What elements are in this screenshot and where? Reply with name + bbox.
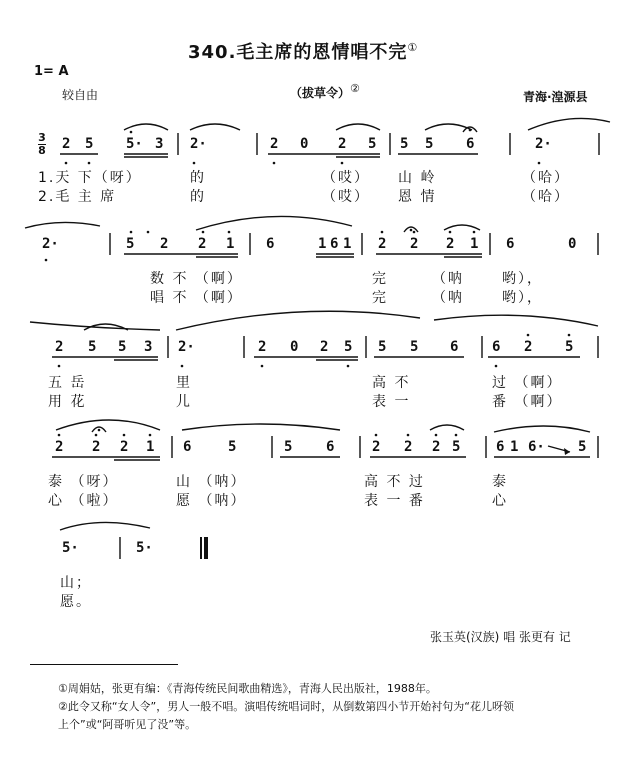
note: 2· <box>42 236 59 252</box>
lyric-line: 表 一 <box>372 394 411 410</box>
performer-credit: 张玉英(汉族) 唱 张更有 记 <box>430 630 571 644</box>
lyric-line: 五 岳 <box>48 375 87 391</box>
note: 5· <box>136 540 153 556</box>
note: 2 <box>198 236 207 252</box>
note: 2 <box>120 439 129 455</box>
note: 0 <box>290 339 299 355</box>
lyric-line: 儿 <box>176 394 192 410</box>
title-footnote-mark: ① <box>407 41 419 54</box>
note: 5 <box>344 339 353 355</box>
slur <box>528 118 610 130</box>
note: 5 <box>425 136 434 152</box>
subtitle-text: （拔草令） <box>290 86 351 100</box>
note: 2 <box>160 236 169 252</box>
fermata-dot <box>410 229 413 232</box>
note: 0 <box>300 136 309 152</box>
note: 2 <box>410 236 419 252</box>
slur <box>190 124 240 130</box>
glide-arrowhead <box>564 448 570 455</box>
note: 5· <box>126 136 143 152</box>
lyric-line: 山 岭 <box>398 170 437 186</box>
note: 3 <box>155 136 164 152</box>
lyric-line: （哎） <box>322 170 370 186</box>
note: 2 <box>378 236 387 252</box>
note: 2 <box>404 439 413 455</box>
lyric-line: 表 一 番 <box>364 493 425 509</box>
note: 0 <box>568 236 577 252</box>
lyric-line: 高 不 <box>372 375 411 391</box>
slur <box>444 225 480 230</box>
slur <box>60 522 150 530</box>
tempo-marking: 较自由 <box>62 88 99 102</box>
lyric-line: 用 花 <box>48 394 87 410</box>
note: 6 <box>266 236 275 252</box>
lyric-line: 愿。 <box>60 594 92 610</box>
note: 2 <box>62 136 71 152</box>
lyric-line: 恩 情 <box>398 189 437 205</box>
lyric-line: 番 （啊） <box>492 394 563 410</box>
lyric-line: 愿 （呐） <box>176 493 247 509</box>
note: 6 <box>326 439 335 455</box>
lyric-line: 2.毛 主 席 <box>38 189 117 205</box>
note: 1 <box>343 236 352 252</box>
slur <box>430 425 464 430</box>
slur <box>124 124 168 130</box>
lyric-line: （哈） <box>522 189 570 205</box>
slur <box>176 311 420 330</box>
lyric-line: 泰 <box>492 474 508 490</box>
note: 6 <box>466 136 475 152</box>
note: 5 <box>228 439 237 455</box>
note: 6 <box>330 236 339 252</box>
slur <box>25 222 100 228</box>
note: 2 <box>270 136 279 152</box>
note: 5 <box>118 339 127 355</box>
note: 5 <box>378 339 387 355</box>
note: 5· <box>62 540 79 556</box>
note: 2 <box>432 439 441 455</box>
subtitle-footnote-mark: ② <box>350 82 360 95</box>
note: 2· <box>535 136 552 152</box>
lyric-line: 完 <box>372 290 388 306</box>
note: 5 <box>565 339 574 355</box>
note: 2 <box>446 236 455 252</box>
title-text: 340.毛主席的恩情唱不完 <box>188 42 408 63</box>
lyric-line: 泰 （呀） <box>48 474 119 490</box>
footnote-2: ②此令又称“女人令”，男人一般不唱。演唱传统唱词时，从倒数第四小节开始衬句为“花儿呀领 <box>58 700 514 713</box>
lyric-line: 高 不 过 <box>364 474 425 490</box>
note: 5 <box>85 136 94 152</box>
note: 5 <box>284 439 293 455</box>
note: 1 <box>146 439 155 455</box>
lyric-line: 1.天 下（呀） <box>38 170 142 186</box>
lyric-line: 的 <box>190 189 206 205</box>
lyric-line: （呐 <box>432 271 464 287</box>
time-sig-bottom: 8 <box>38 144 46 157</box>
slur <box>494 426 590 432</box>
slur <box>182 424 340 430</box>
lyric-line: 过 （啊） <box>492 375 563 391</box>
lyric-line: 里 <box>176 375 192 391</box>
note: 2 <box>258 339 267 355</box>
note: 5 <box>400 136 409 152</box>
lyric-line: 数 不 （啊） <box>150 271 243 287</box>
note: 5 <box>578 439 587 455</box>
note: 5 <box>452 439 461 455</box>
note: 1 <box>226 236 235 252</box>
key-signature: 1= A <box>34 64 69 79</box>
note: 2· <box>178 339 195 355</box>
fermata-dot <box>98 429 101 432</box>
lyric-line: 的 <box>190 170 206 186</box>
note: 5 <box>368 136 377 152</box>
note: 2 <box>524 339 533 355</box>
lyric-line: 唱 不 （啊） <box>150 290 243 306</box>
note: 6 <box>496 439 505 455</box>
note: 6· <box>528 439 545 455</box>
note: 2· <box>190 136 207 152</box>
fermata-dot <box>469 129 472 132</box>
lyric-line: 山 （呐） <box>176 474 247 490</box>
note: 5 <box>126 236 135 252</box>
note: 6 <box>492 339 501 355</box>
note: 6 <box>183 439 192 455</box>
lyric-line: （哎） <box>322 189 370 205</box>
lyric-line: 哟）， <box>502 271 543 287</box>
note: 5 <box>410 339 419 355</box>
final-bar-thin <box>200 537 202 559</box>
lyric-line: 哟）， <box>502 290 543 306</box>
slur <box>336 124 380 130</box>
footnote-2-continued: 上个”或“阿哥听见了没”等。 <box>58 718 197 731</box>
note: 2 <box>338 136 347 152</box>
region-label: 青海·湟源县 <box>523 90 588 104</box>
lyric-line: （哈） <box>522 170 570 186</box>
note: 1 <box>510 439 519 455</box>
lyric-line: 心 （啦） <box>48 493 119 509</box>
lyric-line: （呐 <box>432 290 464 306</box>
slur <box>434 315 598 326</box>
note: 2 <box>320 339 329 355</box>
note: 1 <box>470 236 479 252</box>
note: 2 <box>372 439 381 455</box>
note: 6 <box>450 339 459 355</box>
note: 5 <box>88 339 97 355</box>
slur <box>56 420 160 430</box>
note: 1 <box>318 236 327 252</box>
note: 2 <box>55 439 64 455</box>
footnote-1: ①周娟姑，张更有编：《青海传统民间歌曲精选》，青海人民出版社，1988年。 <box>58 682 437 695</box>
note: 2 <box>92 439 101 455</box>
lyric-line: 心 <box>492 493 508 509</box>
slur <box>196 216 352 230</box>
lyric-line: 完 <box>372 271 388 287</box>
note: 3 <box>144 339 153 355</box>
final-bar-thick <box>204 537 208 559</box>
note: 6 <box>506 236 515 252</box>
lyric-line: 山； <box>60 575 92 591</box>
time-sig-top: 3 <box>38 131 46 144</box>
note: 2 <box>55 339 64 355</box>
